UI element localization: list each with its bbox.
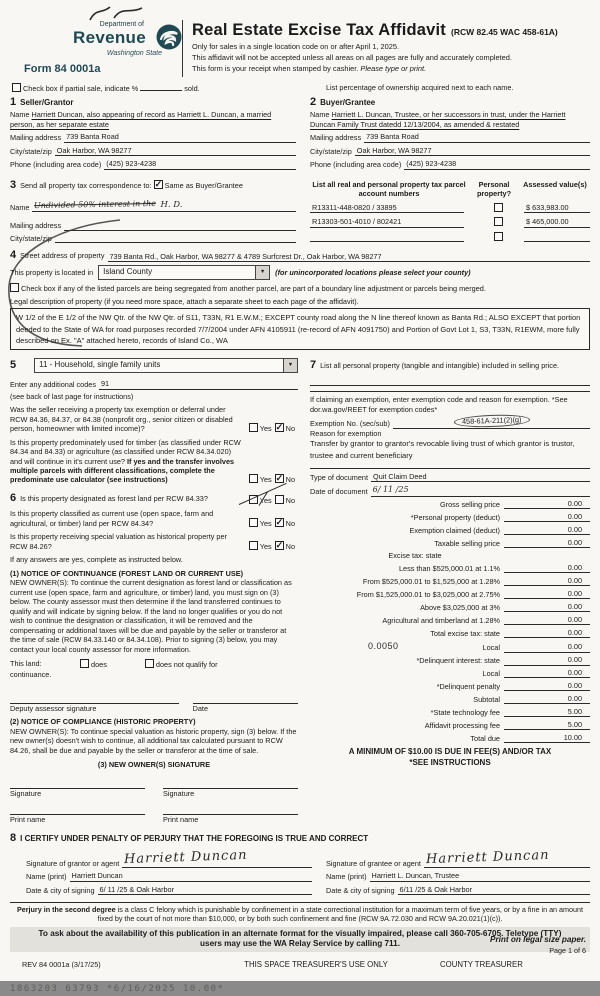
fee-row-taxable: Taxable selling price 0.00 — [310, 538, 590, 548]
assessed-value-field[interactable]: $ 465,000.00 — [524, 217, 590, 227]
fee-row-gross: Gross selling price 0.00 — [310, 499, 590, 509]
right-column-section-7-fees — [310, 358, 590, 825]
mid-columns — [10, 358, 590, 825]
new-owner-signature-row — [10, 776, 298, 798]
seller-mailing-field[interactable]: 739 Banta Road — [64, 132, 296, 142]
if-yes-note: If any answers are yes, complete as instructed below. — [10, 555, 183, 565]
fee-row-delinq-penalty: *Delinquent penalty 0.00 — [310, 681, 590, 691]
section-7-number: 7 — [310, 359, 317, 372]
partial-sale-label: Check box if partial sale, indicate % — [23, 83, 139, 93]
grantee-sig-label: Signature of grantee or agent — [326, 858, 421, 868]
section-2-buyer-grantee — [310, 95, 590, 170]
current-use-no-checkbox[interactable] — [275, 518, 284, 527]
buyer-mailing-label: Mailing address — [310, 133, 362, 143]
same-as-buyer-label: Same as Buyer/Grantee — [164, 180, 243, 190]
exemption-no-field[interactable] — [393, 415, 590, 428]
exemption-no-label: Exemption No. (sec/sub) — [310, 419, 390, 429]
personal-property-checkbox[interactable] — [494, 232, 503, 241]
handwritten-struck-note: Undivided 50% interest in the — [34, 199, 157, 211]
located-in-label: This property is located in — [10, 268, 94, 278]
same-as-buyer-checkbox[interactable] — [154, 180, 163, 189]
buyer-phone-field[interactable]: (425) 923-4238 — [404, 159, 590, 169]
grantor-name-label: Name (print) — [26, 872, 67, 882]
section-2-title: Buyer/Grantee — [320, 98, 376, 108]
exemption-deduct-field[interactable]: 0.00 — [504, 525, 590, 535]
section-1-number: 1 — [10, 96, 17, 109]
grantee-signature-field[interactable] — [424, 850, 590, 868]
grantor-signature-field[interactable] — [122, 850, 312, 868]
exemption-code-circled: 458-61A-211(2)(g) — [454, 414, 530, 429]
subtitle-3: This form is your receipt when stamped by cashier. Please type or print. — [192, 63, 427, 73]
grantee-date-field[interactable]: 6/11 /25 & Oak Harbor — [398, 885, 590, 895]
fee-row-tier3: From $1,525,000.01 to $3,025,000 at 2.75% 0.00 — [310, 589, 590, 599]
correspondence-name-label: Name — [10, 202, 30, 212]
correspondence-name-field[interactable] — [32, 200, 296, 212]
tier3-field[interactable]: 0.00 — [504, 589, 590, 599]
continuance-label: continuance. — [10, 669, 52, 679]
doc-date-label: Date of document — [310, 487, 368, 497]
subtotal-field[interactable]: 0.00 — [504, 694, 590, 704]
buyer-phone-label: Phone (including area code) — [310, 160, 402, 170]
located-in-note: (for unincorporated locations please select your county) — [275, 268, 471, 278]
fee-row-agtimber: Agricultural and timberland at 1.28% 0.00 — [310, 615, 590, 625]
parcel-row — [310, 203, 590, 213]
partial-sale-checkbox[interactable] — [12, 83, 21, 92]
land-qualify-row: This land: does does not qualify for — [10, 659, 218, 670]
type-or-print-note: Please type or print. — [360, 63, 427, 73]
doc-type-field[interactable]: Quit Claim Deed — [371, 472, 590, 482]
deputy-assessor-signature-field[interactable] — [10, 691, 179, 704]
treasurer-receipt-stamp: 1863203 63793 *6/16/2025 10.00* — [10, 984, 225, 995]
grantor-signature-block — [10, 847, 312, 895]
fee-row-tier2: From $525,000.01 to $1,525,000 at 1.28% 0.00 — [310, 576, 590, 586]
grantee-signature-handwriting: Harriett Duncan — [425, 848, 550, 868]
street-address-field[interactable]: 739 Banta Rd., Oak Harbor, WA 98277 & 4789 Surfcrest Dr., Oak Harbor, WA 98277 — [108, 252, 591, 262]
taxable-price-field[interactable]: 0.00 — [504, 538, 590, 548]
parcel-id-field[interactable] — [310, 233, 464, 242]
codes-instructions-note: (see back of last page for instructions) — [10, 391, 134, 401]
forest-land-question: 6 Is this property designated as forest land per RCW 84.33? Yes No — [10, 491, 298, 505]
timber-no-checkbox[interactable] — [275, 474, 284, 483]
fee-row-local: 0.0050 Local 0.00 — [310, 641, 590, 653]
personal-property-checkbox[interactable] — [494, 217, 503, 226]
partial-sale-percent-field[interactable] — [140, 90, 182, 91]
correspondence-city-label: City/state/zip — [10, 233, 52, 243]
fee-row-processing-fee: Affidavit processing fee 5.00 — [310, 720, 590, 730]
section-1-title: Seller/Grantor — [20, 98, 74, 108]
deputy-assessor-row — [10, 691, 298, 713]
buyer-city-label: City/state/zip — [310, 146, 352, 156]
parcel-table-header — [310, 180, 590, 199]
parcel-table — [310, 176, 590, 243]
dor-dept-line: Department of — [99, 21, 144, 28]
minimum-fee-note: A MINIMUM OF $10.00 IS DUE IN FEE(S) AND/OR TAX — [348, 747, 552, 757]
correspondence-label: Send all property tax correspondence to: — [20, 180, 152, 190]
fee-row-subtotal: Subtotal 0.00 — [310, 694, 590, 704]
deputy-assessor-signature-label: Deputy assessor signature — [10, 704, 97, 713]
dor-logo-block — [24, 20, 182, 77]
section-3-correspondence — [10, 176, 296, 243]
total-state-field[interactable]: 0.00 — [504, 628, 590, 638]
new-owner-signature-field[interactable] — [163, 776, 298, 789]
seller-phone-label: Phone (including area code) — [10, 160, 102, 170]
form-title-rcw-ref: (RCW 82.45 WAC 458-61A) — [451, 27, 558, 37]
buyer-mailing-field[interactable]: 739 Banta Road — [364, 132, 590, 142]
total-due-field[interactable]: 10.00 — [504, 733, 590, 743]
section-2-number: 2 — [310, 96, 317, 109]
grantee-name-label: Name (print) — [326, 872, 367, 882]
notice-compliance-title: (2) NOTICE OF COMPLIANCE (HISTORIC PROPERTY) — [10, 717, 196, 727]
form-header — [24, 20, 590, 77]
processing-fee-field[interactable]: 5.00 — [504, 720, 590, 730]
section-1-seller-grantor — [10, 95, 296, 170]
gross-price-field[interactable]: 0.00 — [504, 499, 590, 509]
exemption-deferral-question: Was the seller receiving a property tax exemption or deferral under RCW 84.36, 84.37, or 84.38 (nonprofit org., senior citizen or disabled person, homeowner with limited income)? Yes ✓ No — [10, 405, 298, 433]
section-5-number: 5 — [10, 359, 17, 372]
parcel-numbers-header: List all real and personal property tax parcel account numbers — [312, 179, 466, 199]
parcel-id-field[interactable]: R13311-448-0820 / 33895 — [310, 203, 464, 213]
segregated-note: Check box if any of the listed parcels are being segregated from another parcel, are part of a boundary line adjustment or parcels being merged. — [21, 284, 486, 294]
tier4-field[interactable]: 0.00 — [504, 602, 590, 612]
fee-row-total-state: Total excise tax: state 0.00 — [310, 628, 590, 638]
parcel-id-field[interactable]: R13303-501-4010 / 802421 — [310, 217, 464, 227]
seller-city-field[interactable]: Oak Harbor, WA 98277 — [55, 146, 296, 156]
section-8-number: 8 — [10, 831, 17, 844]
fee-row-delinq-int-state: *Delinquent interest: state 0.00 — [310, 655, 590, 665]
personal-deduct-field[interactable]: 0.00 — [504, 512, 590, 522]
grantor-date-label: Date & city of signing — [26, 885, 95, 895]
land-use-dropdown-arrow-icon[interactable] — [283, 359, 297, 372]
dor-wordmark: Revenue — [73, 28, 146, 48]
legal-size-note: Print on legal size paper. — [489, 934, 586, 944]
correspondence-mailing-field[interactable] — [64, 222, 296, 231]
deputy-assessor-date-field[interactable] — [193, 691, 298, 704]
delinq-int-local-field[interactable]: 0.00 — [504, 668, 590, 678]
delinq-int-state-field[interactable]: 0.00 — [504, 655, 590, 665]
section-6-number: 6 — [10, 491, 17, 504]
assessed-value-field[interactable] — [524, 233, 590, 242]
seller-mailing-label: Mailing address — [10, 133, 62, 143]
print-note-block — [490, 935, 586, 955]
new-owner-printname-field[interactable] — [163, 802, 298, 815]
forest-no-checkbox[interactable] — [275, 495, 284, 504]
notice-continuance-body: NEW OWNER(S): To continue the current designation as forest land or classification as current use (open space, farm and agriculture, or timber) land, you must sign on (3) below. The county assessor must then determine if the land transferred continues to qualify and will indicate by signing below. If the land no longer qualifies or you do not wish to continue the designation or classification, it will be removed and the compensating or additional taxes will be due and payable by the seller or transferor at the time of sale (RCW 84.33.140 or 84.34.108). Prior to signing (3) below, you may contact your local county assessor for more information. — [10, 578, 292, 654]
grantor-name-field[interactable]: Harriett Duncan — [70, 871, 312, 881]
new-owner-printname-field[interactable] — [10, 802, 145, 815]
new-owner-signature-label: Signature — [163, 788, 195, 798]
section-8-certification — [10, 831, 590, 895]
personal-property-list-field[interactable] — [310, 372, 590, 386]
does-checkbox[interactable] — [80, 659, 89, 668]
handwritten-initials: H. D. — [160, 200, 183, 211]
legal-description-field[interactable]: W 1/2 of the E 1/2 of the NW Qtr. of the NW Qtr. of S11, T33N, R1 E.W.M.; EXCEPT county road along the N line thereof known as Banta Rd.; ALSO EXCEPT that portion deeded to the State of WA for road purposes recorded 7/7/2004 under AFN 4105911 (re-record of AFN 4091750) and Portion of Govt Lot 1, S3, T33N, R1EWM, more fully described on Ex. "A" attached hereto, records of Island Co., WA — [10, 308, 590, 350]
rev-form-id: REV 84 0001a (3/17/25) — [22, 960, 101, 970]
doc-date-field[interactable]: 6/ 11 /25 — [371, 485, 590, 496]
agtimber-field[interactable]: 0.00 — [504, 615, 590, 625]
certification-title: I CERTIFY UNDER PENALTY OF PERJURY THAT THE FOREGOING IS TRUE AND CORRECT — [20, 833, 369, 843]
grantor-sig-label: Signature of grantor or agent — [26, 858, 120, 868]
current-use-question: Is this property classified as current use (open space, farm and agricultural, or timber) land per RCW 84.34? Yes ✓ No — [10, 509, 298, 528]
buyer-name-field[interactable]: Harriett L. Duncan, Trustee, or her successors in trust, under the Harriett Duncan Family Trust datedd 12/13/2004, as amended & restated — [310, 110, 566, 129]
exemption-no-checkbox[interactable] — [275, 423, 284, 432]
exemption-intro: If claiming an exemption, enter exemption code and reason for exemption. *See dor.wa.gov/REET for exemption codes* — [310, 395, 568, 414]
partial-sale-left — [12, 83, 312, 93]
fee-row-total-due: Total due 10.00 — [310, 733, 590, 743]
seller-city-label: City/state/zip — [10, 146, 52, 156]
parcel-row — [310, 232, 590, 242]
grantee-date-label: Date & city of signing — [326, 885, 395, 895]
tier2-field[interactable]: 0.00 — [504, 576, 590, 586]
form-number: Form 84 0001a — [24, 63, 101, 76]
seller-phone-field[interactable]: (425) 923-4238 — [104, 159, 296, 169]
tech-fee-field[interactable]: 5.00 — [504, 707, 590, 717]
partial-sale-row — [12, 83, 588, 93]
fee-row-exemption: Exemption claimed (deduct) 0.00 — [310, 525, 590, 535]
grantor-date-field[interactable]: 6/ 11 /25 & Oak Harbor — [98, 885, 312, 895]
notice-continuance-title: (1) NOTICE OF CONTINUANCE (FOREST LAND OR CURRENT USE) — [10, 568, 244, 578]
new-owner-printname-label: Print name — [10, 815, 46, 825]
predominate-use-bold-note: If yes and the transfer involves multiple parcels with different classifications, complete the predominate use calculator (see instructions) — [10, 456, 235, 485]
personal-property-header: Personal property? — [476, 179, 512, 199]
historical-no-checkbox[interactable] — [275, 541, 284, 550]
ownership-percent-note: List percentage of ownership acquired next to each name. — [326, 82, 514, 92]
page-indicator: Page 1 of 6 — [549, 945, 586, 955]
form-title: Real Estate Excise Tax Affidavit — [192, 21, 447, 39]
buyer-name-label: Name — [310, 110, 330, 120]
personal-property-checkbox[interactable] — [494, 203, 503, 212]
new-owner-signature-field[interactable] — [10, 776, 145, 789]
land-use-code-value: 11 - Household, single family units — [39, 360, 161, 370]
exemption-yes-checkbox[interactable] — [249, 423, 258, 432]
treasurer-use-only-label: THIS SPACE TREASURER'S USE ONLY — [244, 960, 388, 970]
forest-land-answer-struck: Yes No — [245, 495, 298, 505]
assessed-values-header: Assessed value(s) — [523, 179, 587, 189]
correspondence-city-field[interactable] — [55, 234, 296, 243]
county-treasurer-label: COUNTY TREASURER — [440, 960, 523, 970]
additional-codes-field[interactable]: 91 — [99, 379, 298, 389]
subtitle-2: This affidavit will not be accepted unless all areas on all pages are fully and accurately completed. — [192, 53, 512, 63]
local-tax-field[interactable]: 0.00 — [504, 642, 590, 652]
timber-agriculture-question: Is this property predominately used for timber (as classified under RCW 84.34 and 84.33) or agriculture (as classified under RCW 84.34.020) and will continue in it's current use? If yes and the transfer involves multiple parcels with different classifications, complete the predominate use calculator (see instructions) Yes ✓ No — [10, 438, 298, 485]
reason-exemption-label: Reason for exemption — [310, 428, 382, 438]
fee-row-personal: *Personal property (deduct) 0.00 — [310, 512, 590, 522]
alt-format-notice: To ask about the availability of this publication in an alternate format for the visually impaired, please call 360-705-6705. Teletype (TTY) users may use the WA Relay Service by calling 711. — [10, 927, 590, 952]
correspondence-mailing-label: Mailing address — [10, 221, 62, 231]
county-dropdown[interactable] — [98, 265, 270, 280]
partial-sale-sold-label: sold. — [184, 83, 200, 93]
current-use-yes-checkbox[interactable] — [249, 518, 258, 527]
historical-property-question: Is this property receiving special valuation as historical property per RCW 84.26? Yes ✓ No — [10, 532, 298, 551]
fee-row-tier4: Above $3,025,000 at 3% 0.00 — [310, 602, 590, 612]
street-address-label: Street address of property — [20, 251, 105, 261]
left-column-sections-5-6 — [10, 358, 298, 825]
doc-type-label: Type of document — [310, 472, 369, 482]
fee-row-delinq-int-local: Local 0.00 — [310, 668, 590, 678]
dor-state-line: Washington State — [106, 50, 162, 58]
footer-row — [10, 960, 590, 970]
land-use-code-dropdown[interactable] — [34, 358, 298, 373]
section-3-number: 3 — [10, 178, 17, 191]
divider — [310, 468, 590, 469]
section-4-number: 4 — [10, 249, 17, 262]
county-dropdown-arrow-icon[interactable] — [255, 266, 269, 279]
reason-exemption-field[interactable]: Transfer by grantor to grantor's revocable living trust of which grantor is trustor, trustee and current beneficiary — [310, 439, 575, 461]
assessed-value-field[interactable]: $ 633,983.00 — [524, 203, 590, 213]
grantor-grantee-sections — [10, 95, 590, 170]
fee-row-tier1: Less than $525,000.01 at 1.1% 0.00 — [310, 563, 590, 573]
perjury-notice: Perjury in the second degree is a class C felony which is punishable by confinement in a state correctional institution for a maximum term of five years, or by a fine in an amount fixed by the court of not more than $10,000, or by both such confinement and fine (RCW 9A.72.030 and RCW 9A.20.021(1)(c)). — [10, 902, 590, 924]
personal-property-list-label: List all personal property (tangible and intangible) included in selling price. — [320, 361, 560, 371]
county-dropdown-value: Island County — [103, 267, 153, 277]
timber-yes-checkbox[interactable] — [249, 474, 258, 483]
buyer-city-field[interactable]: Oak Harbor, WA 98277 — [355, 146, 590, 156]
deputy-assessor-date-label: Date — [192, 704, 209, 713]
does-not-checkbox[interactable] — [145, 659, 154, 668]
dor-swirl-icon — [156, 24, 182, 50]
subtitle-1: Only for sales in a single location code on or after April 1, 2025. — [192, 42, 400, 52]
excise-tax-state-header: Excise tax: state — [388, 550, 442, 560]
segregated-checkbox[interactable] — [10, 283, 19, 292]
grantor-signature-handwriting: Harriett Duncan — [124, 848, 249, 868]
legal-description-label: Legal description of property (if you need more space, attach a separate sheet to each page of the affidavit). — [10, 296, 359, 306]
new-owners-signature-title: (3) NEW OWNER(S) SIGNATURE — [97, 760, 211, 770]
seller-name-label: Name — [10, 110, 30, 120]
grantee-name-field[interactable]: Harriett L. Duncan, Trustee — [370, 871, 590, 881]
seller-name-field[interactable]: Harriett Duncan, also appearing of record as Harriett L. Duncan, a married person, as her separate estate — [10, 110, 272, 129]
this-land-label: This land: — [10, 659, 42, 669]
new-owner-printname-label: Print name — [163, 815, 199, 825]
grantee-signature-block — [326, 847, 590, 895]
new-owner-signature-label: Signature — [10, 788, 42, 798]
divider — [310, 391, 590, 392]
forest-yes-checkbox[interactable] — [249, 495, 258, 504]
parcel-row — [310, 217, 590, 227]
additional-codes-label: Enter any additional codes — [10, 380, 96, 390]
notice-compliance-body: NEW OWNER(S): To continue special valuation as historic property, sign (3) below. If the new owner(s) doesn't wish to continue, all additional tax calculated pursuant to RCW 84.26, shall be due and payable by the seller or transferor at the time of sale. — [10, 726, 297, 755]
new-owner-printname-row — [10, 802, 298, 824]
delinq-penalty-field[interactable]: 0.00 — [504, 681, 590, 691]
section-4-property — [10, 248, 590, 350]
fee-row-tech-fee: *State technology fee 5.00 — [310, 707, 590, 717]
local-rate-value: 0.0050 — [368, 640, 399, 651]
historical-yes-checkbox[interactable] — [249, 541, 258, 550]
see-instructions-note: *SEE INSTRUCTIONS — [409, 757, 491, 767]
tier1-field[interactable]: 0.00 — [504, 563, 590, 573]
correspondence-parcels-row — [10, 176, 590, 243]
title-block — [182, 20, 590, 77]
